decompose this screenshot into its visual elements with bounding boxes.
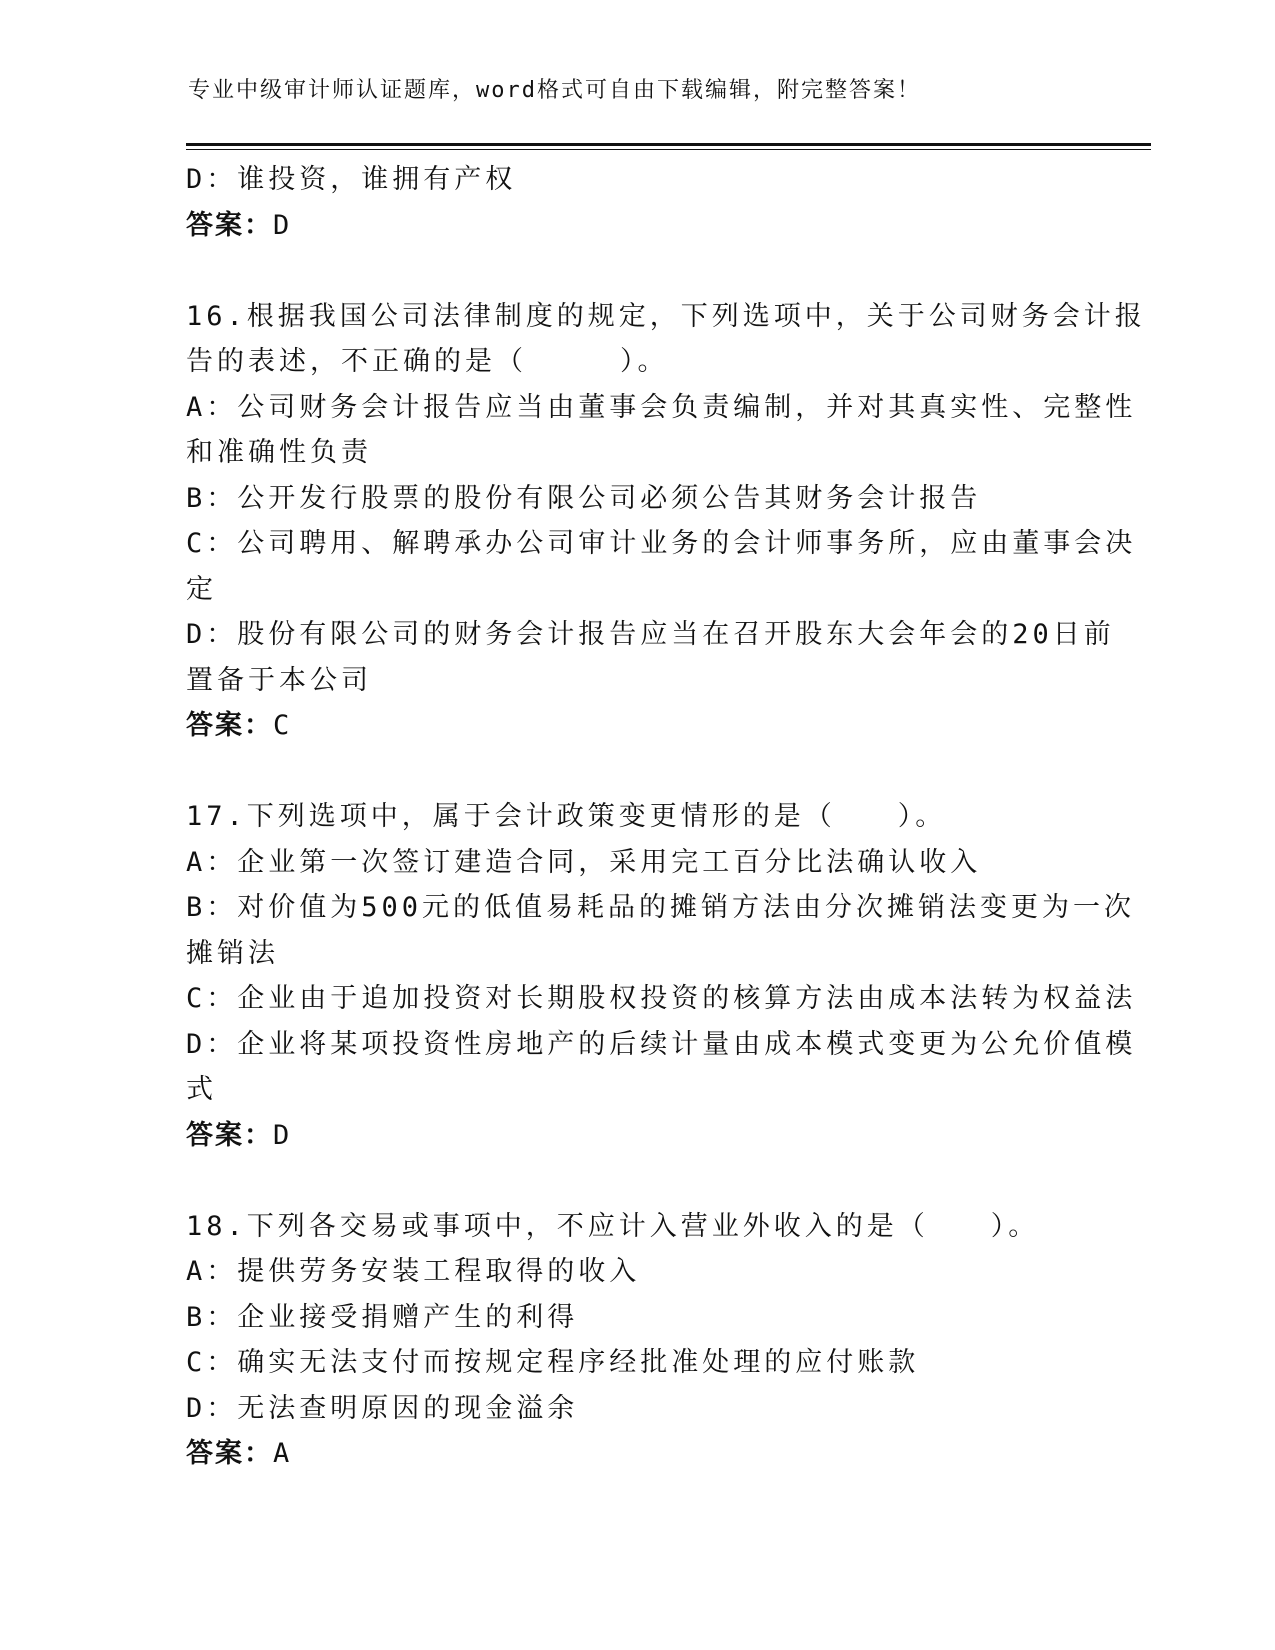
option-b-line: 摊销法	[186, 937, 279, 969]
option-d-line: D：无法查明原因的现金溢余	[186, 1392, 579, 1424]
question-17	[186, 794, 1137, 1158]
answer-label: 答案：	[186, 1119, 273, 1151]
prev-question-tail	[186, 157, 1086, 248]
option-a-line: 和准确性负责	[186, 437, 372, 468]
option-b-line: B：公开发行股票的股份有限公司必须公告其财务会计报告	[186, 482, 982, 514]
page-header: 专业中级审计师认证题库，word格式可自由下载编辑，附完整答案！	[188, 78, 921, 103]
option-d-line: 置备于本公司	[186, 664, 372, 696]
answer-value: A	[273, 1438, 294, 1469]
answer-value: C	[273, 710, 294, 741]
answer-label: 答案：	[186, 209, 273, 241]
header-rule-thick	[186, 143, 1151, 146]
option-b-line: B：企业接受捐赠产生的利得	[186, 1301, 579, 1333]
question-line: 18.下列各交易或事项中，不应计入营业外收入的是（ ）。	[186, 1210, 1040, 1242]
answer-line	[186, 203, 1086, 249]
option-a-line: A：公司财务会计报告应当由董事会负责编制，并对其真实性、完整性	[186, 391, 1137, 423]
answer-value: D	[273, 209, 294, 241]
option-c-line: C：企业由于追加投资对长期股权投资的核算方法由成本法转为权益法	[186, 983, 1137, 1014]
document-body	[186, 157, 1146, 1477]
answer-label: 答案：	[186, 1438, 273, 1469]
option-c-line: C：公司聘用、解聘承办公司审计业务的会计师事务所，应由董事会决	[186, 528, 1137, 559]
question-18	[186, 1204, 1086, 1477]
answer-line	[186, 1431, 1086, 1477]
question-line: 告的表述，不正确的是（ ）。	[186, 346, 669, 377]
question-line: 16.根据我国公司法律制度的规定，下列选项中，关于公司财务会计报	[186, 300, 1146, 332]
option-c-line: 定	[186, 573, 217, 605]
option-d-line: D：谁投资，谁拥有产权	[186, 164, 517, 195]
answer-line	[186, 1113, 1086, 1159]
answer-value: D	[273, 1119, 294, 1151]
spacer	[186, 248, 1086, 294]
spacer	[186, 749, 1086, 795]
option-b-line: B：对价值为500元的低值易耗品的摊销方法由分次摊销法变更为一次	[186, 892, 1136, 923]
option-d-line: D：企业将某项投资性房地产的后续计量由成本模式变更为公允价值模	[186, 1028, 1137, 1060]
option-c-line: C：确实无法支付而按规定程序经批准处理的应付账款	[186, 1347, 920, 1378]
option-d-line: 式	[186, 1074, 217, 1105]
option-d-line: D：股份有限公司的财务会计报告应当在召开股东大会年会的20日前	[186, 619, 1115, 650]
spacer	[186, 1158, 1086, 1204]
question-line: 17.下列选项中，属于会计政策变更情形的是（ ）。	[186, 801, 947, 832]
option-a-line: A：企业第一次签订建造合同，采用完工百分比法确认收入	[186, 846, 982, 878]
answer-line	[186, 703, 1086, 749]
header-rule-thin	[186, 149, 1151, 150]
option-a-line: A：提供劳务安装工程取得的收入	[186, 1256, 641, 1287]
answer-label: 答案：	[186, 710, 273, 741]
question-16	[186, 294, 1146, 749]
